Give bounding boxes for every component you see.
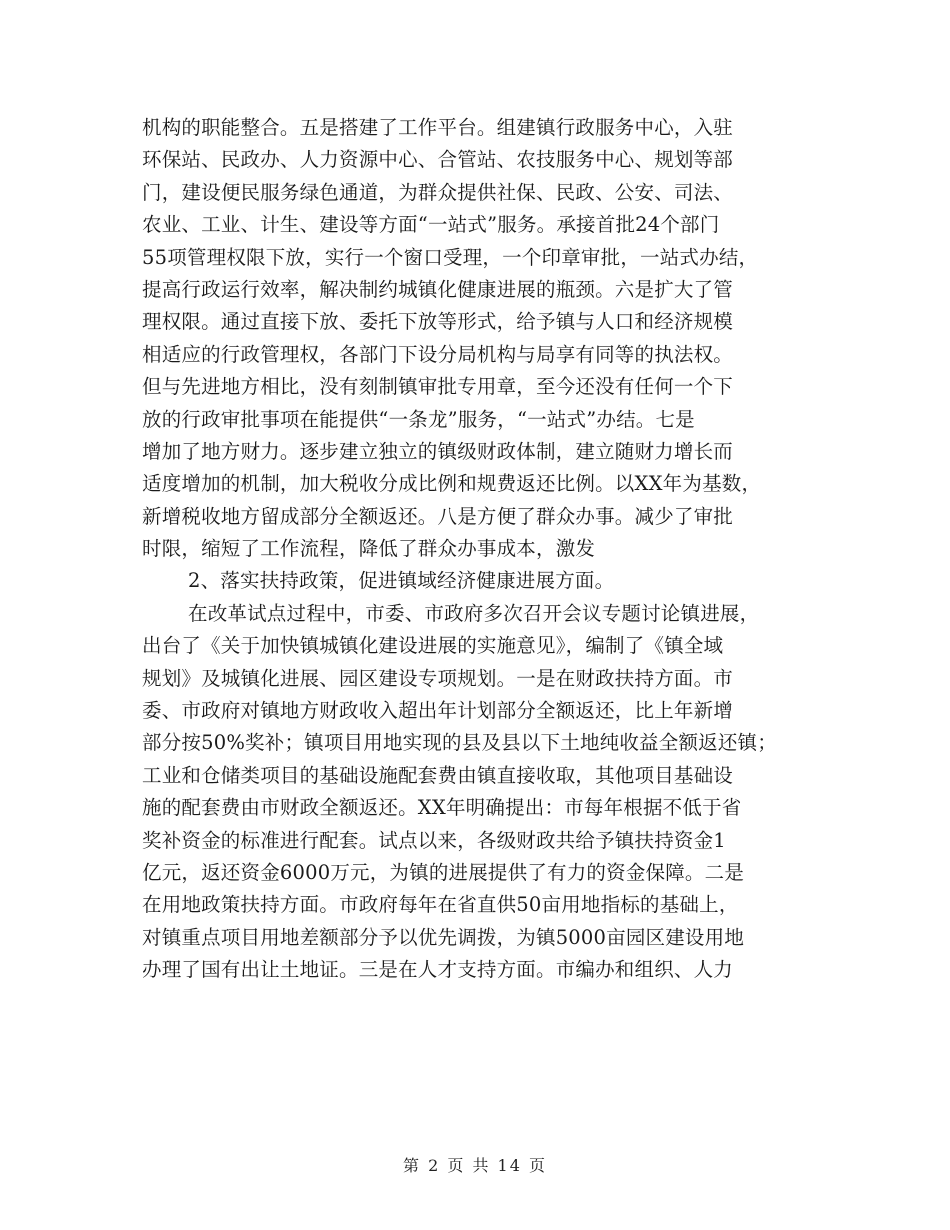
text-line: 规划》及城镇化进展、园区建设专项规划。一是在财政扶持方面。市	[142, 666, 734, 690]
text-line: 相适应的行政管理权，各部门下设分局机构与局享有同等的执法权。	[142, 342, 734, 366]
text-line: 机构的职能整合。五是搭建了工作平台。组建镇行政服务中心，入驻	[142, 116, 734, 139]
text-line: 奖补资金的标准进行配套。试点以来，各级财政共给予镇扶持资金1	[142, 828, 726, 852]
text-line: 提高行政运行效率，解决制约城镇化健康进展的瓶颈。六是扩大了管	[142, 277, 734, 301]
text-line: 在改革试点过程中，市委、市政府多次召开会议专题讨论镇进展，	[188, 601, 760, 625]
document-body	[142, 112, 822, 987]
text-line: 部分按50%奖补；镇项目用地实现的县及县以下土地纯收益全额返还镇；	[142, 731, 777, 755]
text-line: 2、落实扶持政策，促进镇域经济健康进展方面。	[188, 569, 615, 593]
text-line: 时限，缩短了工作流程，降低了群众办事成本，激发	[142, 537, 596, 561]
text-line: 办理了国有出让土地证。三是在人才支持方面。市编办和组织、人力	[142, 958, 734, 982]
page-footer: 第 2 页 共 14 页	[403, 1156, 547, 1175]
text-line: 农业、工业、计生、建设等方面“一站式”服务。承接首批24个部门	[142, 213, 720, 237]
text-line: 亿元，返还资金6000万元，为镇的进展提供了有力的资金保障。二是	[142, 860, 745, 884]
text-line: 55项管理权限下放，实行一个窗口受理，一个印章审批，一站式办结，	[142, 245, 759, 269]
text-line: 理权限。通过直接下放、委托下放等形式，给予镇与人口和经济规模	[142, 310, 734, 334]
text-line: 适度增加的机制，加大税收分成比例和规费返还比例。以XX年为基数，	[142, 472, 762, 496]
text-line: 门，建设便民服务绿色通道，为群众提供社保、民政、公安、司法、	[142, 180, 734, 204]
text-line: 对镇重点项目用地差额部分予以优先调拨，为镇5000亩园区建设用地	[142, 925, 745, 949]
text-line: 出台了《关于加快镇城镇化建设进展的实施意见》，编制了《镇全域	[142, 634, 724, 658]
text-line: 新增税收地方留成部分全额返还。八是方便了群众办事。减少了审批	[142, 504, 734, 528]
text-line: 委、市政府对镇地方财政收入超出年计划部分全额返还，比上年新增	[142, 699, 734, 723]
text-line: 施的配套费由市财政全额返还。XX年明确提出：市每年根据不低于省	[142, 796, 742, 820]
text-line: 增加了地方财力。逐步建立独立的镇级财政体制，建立随财力增长而	[142, 439, 734, 463]
text-line: 但与先进地方相比，没有刻制镇审批专用章，至今还没有任何一个下	[142, 375, 734, 399]
text-line: 在用地政策扶持方面。市政府每年在省直供50亩用地指标的基础上，	[142, 893, 739, 917]
text-line: 环保站、民政办、人力资源中心、合管站、农技服务中心、规划等部	[142, 148, 734, 172]
text-line: 工业和仓储类项目的基础设施配套费由镇直接收取，其他项目基础设	[142, 763, 734, 787]
text-line: 放的行政审批事项在能提供“一条龙”服务，“一站式”办结。七是	[142, 407, 695, 431]
